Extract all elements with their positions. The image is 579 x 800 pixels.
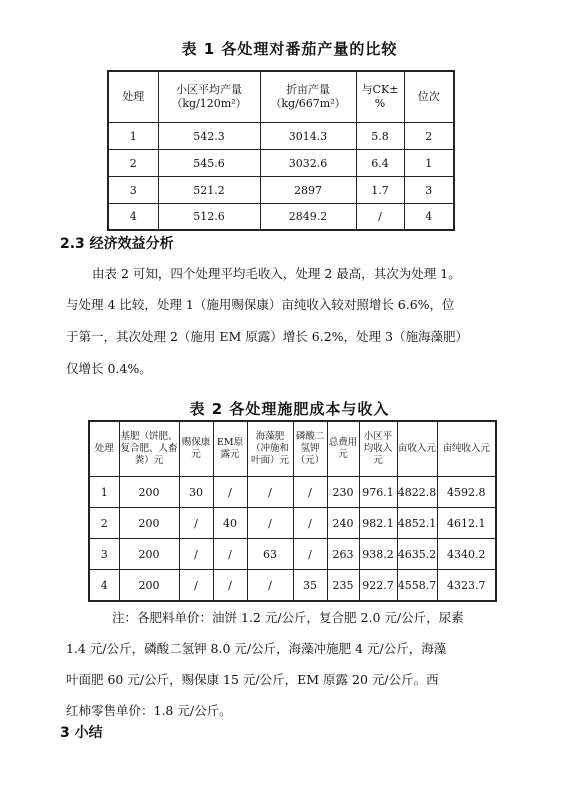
table-cell: 3032.6 xyxy=(260,150,356,177)
paragraph-line: 与处理 4 比较，处理 1（施用赐保康）亩纯收入较对照增长 6.6%，位 xyxy=(66,297,455,312)
table-header-row xyxy=(89,421,496,477)
table-cell: 4592.8 xyxy=(437,477,496,508)
table-header-row xyxy=(108,71,454,123)
note-line: 叶面肥 60 元/公斤，赐保康 15 元/公斤，EM 原露 20 元/公斤。西 xyxy=(66,672,439,687)
note-line: 红柿零售单价：1.8 元/公斤。 xyxy=(66,703,232,718)
table-cell: 4323.7 xyxy=(437,570,496,602)
section-heading-summary: 3 小结 xyxy=(60,725,103,741)
table-cell: 2 xyxy=(404,123,454,150)
table-cell: 200 xyxy=(119,477,179,508)
table-cell: / xyxy=(179,539,213,570)
table-cell: 5.8 xyxy=(356,123,404,150)
table-cell: 35 xyxy=(293,570,327,602)
header-kh2po4: 磷酸二氢钾（元） xyxy=(293,421,327,477)
table-cell: 2849.2 xyxy=(260,204,356,231)
paragraph-line: 仅增长 0.4%。 xyxy=(66,361,152,376)
table-row xyxy=(89,570,496,602)
table-cell: 1 xyxy=(404,150,454,177)
table-cell: 922.7 xyxy=(359,570,397,602)
header-treatment: 处理 xyxy=(89,421,119,477)
table-cell: 40 xyxy=(213,508,247,539)
paragraph-line: 由表 2 可知，四个处理平均毛收入，处理 2 最高，其次为处理 1。 xyxy=(92,266,461,281)
header-seaweed-fertilizer: 海藻肥（冲施和叶面）元 xyxy=(247,421,293,477)
table-row xyxy=(108,123,454,150)
note-line: 1.4 元/公斤，磷酸二氢钾 8.0 元/公斤，海藻冲施肥 4 元/公斤，海藻 xyxy=(66,641,447,656)
table-cell: 4822.8 xyxy=(397,477,437,508)
table-cell: 63 xyxy=(247,539,293,570)
yield-comparison-table xyxy=(107,70,455,231)
table-cell: 4340.2 xyxy=(437,539,496,570)
header-mu-net-income: 亩纯收入元 xyxy=(437,421,496,477)
table-cell: 3014.3 xyxy=(260,123,356,150)
table-cell: 235 xyxy=(327,570,359,602)
header-mu-income: 亩收入元 xyxy=(397,421,437,477)
table-cell: 4 xyxy=(108,204,158,231)
table-cell: 4 xyxy=(404,204,454,231)
note-line: 注：各肥料单价：油饼 1.2 元/公斤，复合肥 2.0 元/公斤，尿素 xyxy=(112,610,464,625)
table-cell: 2897 xyxy=(260,177,356,204)
cost-income-table xyxy=(88,420,497,602)
header-treatment: 处理 xyxy=(108,71,158,123)
header-plot-income: 小区平均收入元 xyxy=(359,421,397,477)
table-cell: 4635.2 xyxy=(397,539,437,570)
table-cell: 200 xyxy=(119,539,179,570)
table-cell: 263 xyxy=(327,539,359,570)
table-cell: 4852.1 xyxy=(397,508,437,539)
header-vs-ck: 与CK±% xyxy=(356,71,404,123)
table-cell: 512.6 xyxy=(158,204,260,231)
table-cell: / xyxy=(179,508,213,539)
table-cell: / xyxy=(293,508,327,539)
table-cell: 6.4 xyxy=(356,150,404,177)
table-cell: 4558.7 xyxy=(397,570,437,602)
table-cell: / xyxy=(247,508,293,539)
header-rank: 位次 xyxy=(404,71,454,123)
table-cell: 3 xyxy=(108,177,158,204)
table-cell: / xyxy=(213,570,247,602)
table-cell: / xyxy=(293,539,327,570)
header-base-fertilizer: 基肥（饼肥、复合肥、人畜粪）元 xyxy=(119,421,179,477)
table-cell: 521.2 xyxy=(158,177,260,204)
table-cell: 200 xyxy=(119,570,179,602)
table-cell: / xyxy=(356,204,404,231)
table-row xyxy=(89,508,496,539)
table-cell: 230 xyxy=(327,477,359,508)
header-mu-yield: 折亩产量（kg/667m²） xyxy=(260,71,356,123)
table-row xyxy=(108,150,454,177)
table-cell: 2 xyxy=(89,508,119,539)
table-cell: 982.1 xyxy=(359,508,397,539)
table-cell: / xyxy=(293,477,327,508)
table-cell: 30 xyxy=(179,477,213,508)
table-row xyxy=(89,477,496,508)
table-cell: 938.2 xyxy=(359,539,397,570)
table-cell: 976.1 xyxy=(359,477,397,508)
header-cibaokang: 赐保康元 xyxy=(179,421,213,477)
header-plot-yield: 小区平均产量（kg/120m²） xyxy=(158,71,260,123)
header-em-yuanlu: EM原露元 xyxy=(213,421,247,477)
table-row xyxy=(89,539,496,570)
table-cell: / xyxy=(213,477,247,508)
paragraph-line: 于第一，其次处理 2（施用 EM 原露）增长 6.2%，处理 3（施海藻肥） xyxy=(66,329,468,344)
table-cell: 542.3 xyxy=(158,123,260,150)
table-cell: 1.7 xyxy=(356,177,404,204)
table-cell: / xyxy=(247,477,293,508)
table-cell: 1 xyxy=(108,123,158,150)
table-cell: 4612.1 xyxy=(437,508,496,539)
table-cell: / xyxy=(179,570,213,602)
table2-title: 表 2 各处理施肥成本与收入 xyxy=(189,400,390,418)
table-cell: 545.6 xyxy=(158,150,260,177)
table-cell: 3 xyxy=(404,177,454,204)
header-total-cost: 总费用元 xyxy=(327,421,359,477)
table-cell: 4 xyxy=(89,570,119,602)
table-cell: 200 xyxy=(119,508,179,539)
table-row xyxy=(108,204,454,231)
section-heading-economic-analysis: 2.3 经济效益分析 xyxy=(60,236,174,252)
table1-title: 表 1 各处理对番茄产量的比较 xyxy=(181,40,398,58)
table-cell: 3 xyxy=(89,539,119,570)
table-cell: / xyxy=(213,539,247,570)
table-cell: / xyxy=(247,570,293,602)
table-cell: 240 xyxy=(327,508,359,539)
table-cell: 1 xyxy=(89,477,119,508)
table-cell: 2 xyxy=(108,150,158,177)
table-row xyxy=(108,177,454,204)
